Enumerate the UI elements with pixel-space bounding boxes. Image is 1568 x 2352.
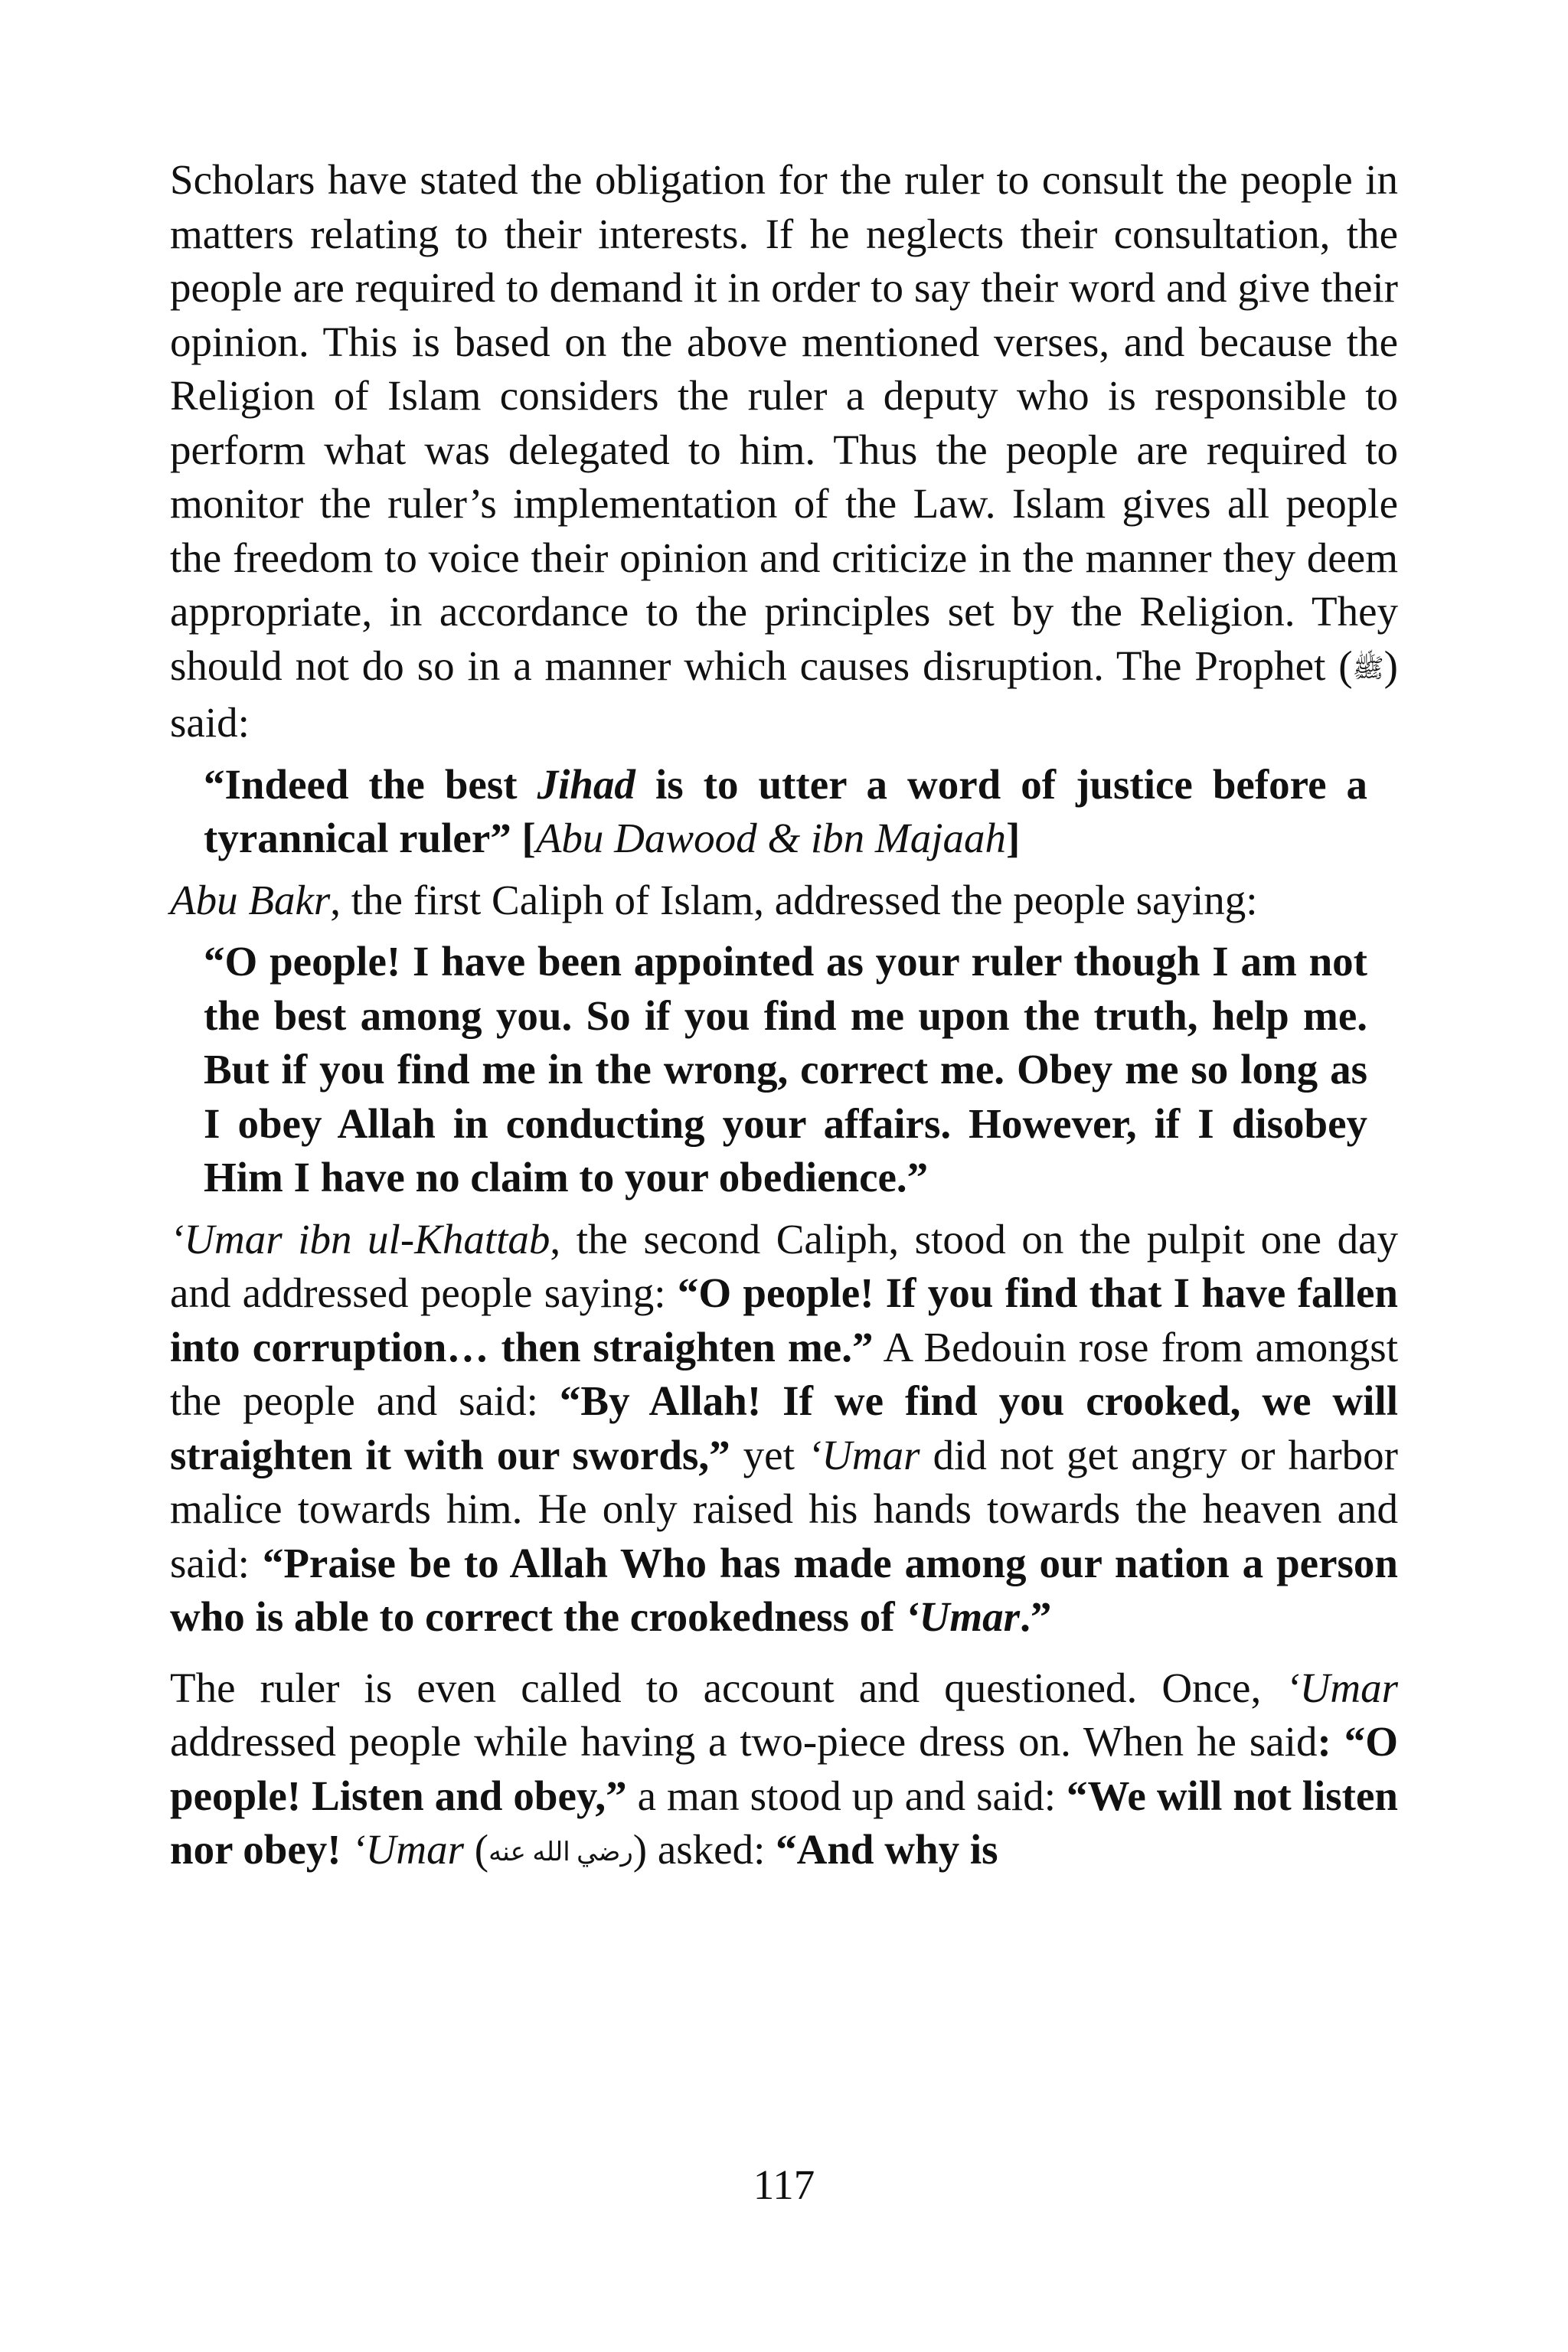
paragraph-abu-bakr: Abu Bakr, the first Caliph of Islam, addressed the people saying: (170, 876, 1258, 923)
hadith-source: Abu Dawood & ibn Majaah (535, 815, 1006, 861)
paragraph-umar: ‘Umar ibn ul-Khattab, the second Caliph, stood on the pulpit one day and addressed people saying: “O people! If you find that I have fallen into corruption… then straighten me.” A Bedouin rose from amongst the people and said: “By Allah! If we find you crooked, we will straighten it with our swords,” yet ‘Umar did not get angry or harbor malice towards him. He only raised his hands towards the heaven and said: “Praise be to Allah Who has made among our nation a person who is able to correct the crookedness of ‘Umar.” (170, 1215, 1398, 1640)
page-number: 117 (753, 2161, 815, 2208)
abu-bakr-quote: “O people! I have been appointed as your ruler though I am not the best among you. So if you find me upon the truth, help me. But if you find me in the wrong, correct me. Obey me so long as I obey Allah in conducting your affairs. However, if I disobey Him I have no claim to your obedience.” (204, 938, 1367, 1200)
paragraph-consultation: Scholars have stated the obligation for the ruler to consult the people in matters relating to their interests. If he neglects their consultation, the people are required to demand it in order to say their word and give their opinion. This is based on the above mentioned verses, and because the Religion of Islam considers the ruler a deputy who is responsible to perform what was delegated to him. Thus the people are required to monitor the ruler’s implementation of the Law. Islam gives all people the freedom to voice their opinion and criticize in the manner they deem appropriate, in accordance to the principles set by the Religion. They should not do so in a manner which causes disruption. The Prophet (ﷺ) said: (170, 156, 1398, 746)
page-body (170, 153, 1398, 1880)
paragraph-ruler-accountable: The ruler is even called to account and questioned. Once, ‘Umar addressed people while having a two-piece dress on. When he said: “O people! Listen and obey,” a man stood up and said: “We will not listen nor obey! ‘Umar (رضي الله عنه) asked: “And why is (170, 1664, 1399, 1873)
hadith-quote: “Indeed the best Jihad is to utter a word of justice before a tyrannical ruler” [Abu Dawood & ibn Majaah] (204, 760, 1367, 861)
honorific-glyph: رضي الله عنه (488, 1838, 633, 1867)
honorific-glyph: ﷺ (1352, 654, 1384, 683)
